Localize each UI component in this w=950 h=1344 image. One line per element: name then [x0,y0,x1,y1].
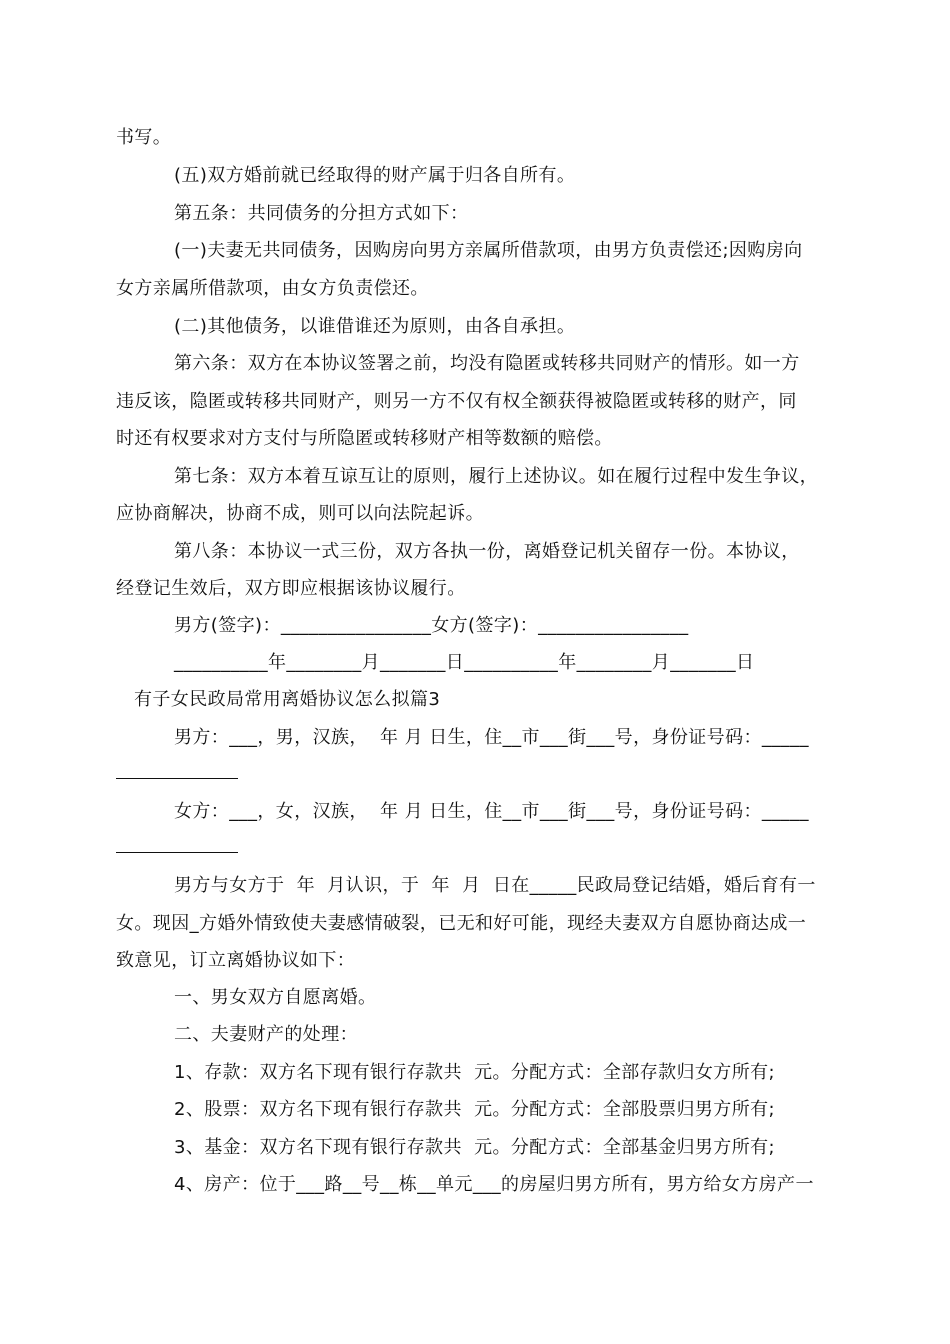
id-number-blank [116,852,238,853]
text-line: 时还有权要求对方支付与所隐匿或转移财产相等数额的赔偿。 [116,428,613,449]
list-item: 1、存款：双方名下现有银行存款共 元。分配方式：全部存款归女方所有; [174,1062,775,1083]
article-heading: 第五条：共同债务的分担方式如下： [174,203,469,224]
text-line: 女。现因_方婚外情致使夫妻感情破裂，已无和好可能，现经夫妻双方自愿协商达成一 [116,913,807,934]
id-number-blank [116,778,238,779]
text-line: (一)夫妻无共同债务，因购房向男方亲属所借款项，由男方负责偿还;因购房向 [174,240,803,261]
text-line: 应协商解决，协商不成，则可以向法院起诉。 [116,503,484,524]
text-line: 第八条：本协议一式三份，双方各执一份，离婚登记机关留存一份。本协议， [174,541,800,562]
text-line: 违反该，隐匿或转移共同财产，则另一方不仅有权全额获得被隐匿或转移的财产，同 [116,391,797,412]
text-line: 经登记生效后，双方即应根据该协议履行。 [116,578,466,599]
text-line: 第六条：双方在本协议签署之前，均没有隐匿或转移共同财产的情形。如一方 [174,353,800,374]
text-line: 男方与女方于 年 月认识，于 年 月 日在_____民政局登记结婚，婚后育有一 [174,875,816,896]
text-line: (二)其他债务，以谁借谁还为原则，由各自承担。 [174,316,576,337]
text-line: 第七条：双方本着互谅互让的原则，履行上述协议。如在履行过程中发生争议， [174,466,818,487]
list-item: 4、房产：位于___路__号__栋__单元___的房屋归男方所有，男方给女方房产一 [174,1174,814,1195]
text-line: 一、男女双方自愿离婚。 [174,987,377,1008]
text-line: 致意见，订立离婚协议如下： [116,950,356,971]
section-title: 有子女民政局常用离婚协议怎么拟篇3 [134,689,441,710]
text-line: 书写。 [116,127,172,148]
date-line: __________年________月_______日__________年________月_______日 [174,652,755,673]
list-item: 3、基金：双方名下现有银行存款共 元。分配方式：全部基金归男方所有; [174,1137,775,1158]
text-line: 二、夫妻财产的处理： [174,1024,358,1045]
husband-info-line: 男方：___，男，汉族， 年 月 日生，住__市___街___号，身份证号码：_____ [174,727,809,748]
signature-line: 男方(签字)：________________女方(签字)：________________ [174,615,689,636]
text-line: 女方亲属所借款项，由女方负责偿还。 [116,278,429,299]
list-item: 2、股票：双方名下现有银行存款共 元。分配方式：全部股票归男方所有; [174,1099,775,1120]
wife-info-line: 女方：___，女，汉族， 年 月 日生，住__市___街___号，身份证号码：_____ [174,801,809,822]
text-line: (五)双方婚前就已经取得的财产属于归各自所有。 [174,165,576,186]
